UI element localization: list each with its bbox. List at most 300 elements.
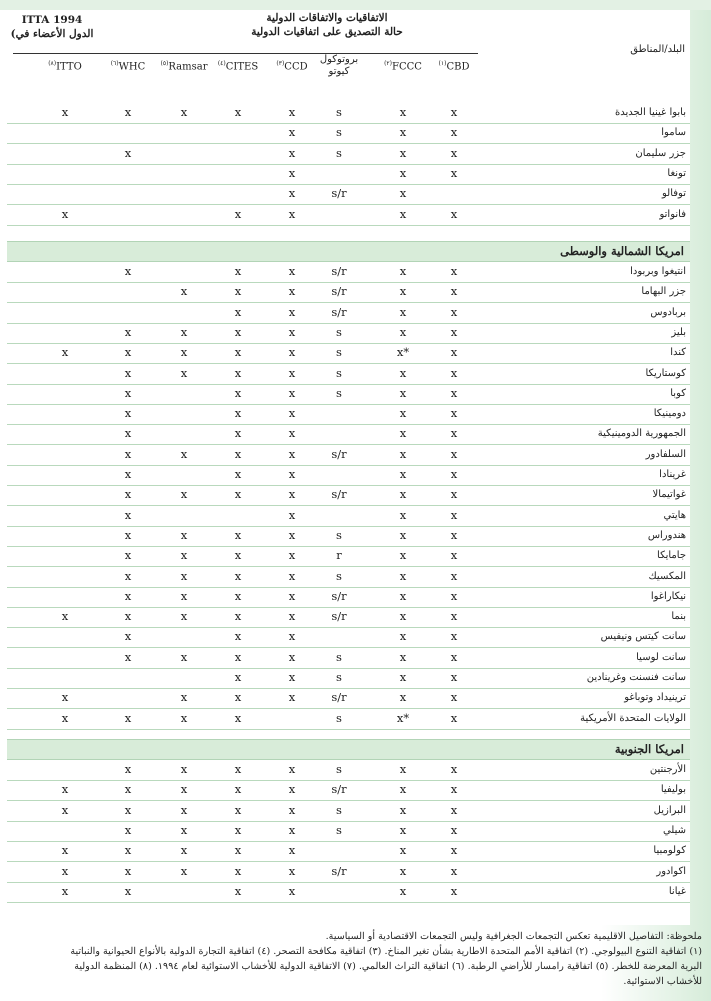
cell-kyoto: s xyxy=(336,345,342,360)
cell-whc: x xyxy=(124,487,132,502)
table-row xyxy=(7,668,690,689)
cell-cites: x xyxy=(234,365,242,380)
cell-fccc: x xyxy=(399,670,407,684)
cell-cites: x xyxy=(234,206,242,221)
table-row xyxy=(7,323,690,344)
section-header xyxy=(7,241,690,262)
cell-ccd: x xyxy=(288,822,296,837)
table-row xyxy=(7,526,690,547)
cell-ccd: x xyxy=(288,690,296,705)
table-row xyxy=(7,343,690,364)
cell-cites: x xyxy=(234,446,242,461)
country-name: اكوادور xyxy=(656,865,686,877)
cell-whc: x xyxy=(124,629,132,644)
cell-fccc: x xyxy=(399,507,407,522)
cell-kyoto: s xyxy=(336,365,342,380)
cell-kyoto: s/r xyxy=(331,264,347,278)
country-name: بابوا غينيا الجديدة xyxy=(614,107,686,118)
country-name: البرازيل xyxy=(653,804,686,816)
cell-cites: x xyxy=(234,863,242,878)
cell-ccd: x xyxy=(288,843,296,858)
cell-cbd: x xyxy=(450,406,458,421)
cell-cites: x xyxy=(234,548,242,563)
cell-cbd: x xyxy=(450,467,458,481)
cell-ccd: x xyxy=(288,568,296,583)
cell-ramsar: x xyxy=(180,345,188,360)
cell-itto: x xyxy=(61,782,69,797)
cell-ramsar: x xyxy=(180,762,188,776)
cell-cbd: x xyxy=(450,426,458,441)
table-row xyxy=(7,262,690,283)
cell-fccc: x xyxy=(399,264,407,278)
table-row xyxy=(7,780,690,801)
country-name: كولومبيا xyxy=(653,845,686,857)
column-header-label: CITES xyxy=(225,61,259,73)
column-header-number: (١) xyxy=(438,60,447,67)
column-header-label: FCCC xyxy=(392,61,422,73)
table-card xyxy=(7,10,690,925)
section-header xyxy=(7,739,690,760)
table-row xyxy=(7,506,690,527)
table-row xyxy=(7,485,690,506)
cell-fccc: x xyxy=(399,548,407,563)
cell-whc: x xyxy=(124,649,132,664)
column-header-label: بروتوكول كيوتو xyxy=(319,54,359,77)
table-row xyxy=(7,882,690,903)
cell-cites: x xyxy=(234,467,242,481)
cell-kyoto: s xyxy=(336,125,342,140)
cell-whc: x xyxy=(124,762,132,776)
cell-ramsar: x xyxy=(180,782,188,797)
table-row xyxy=(7,144,690,165)
cell-whc: x xyxy=(124,507,132,522)
cell-whc: x xyxy=(124,609,132,624)
cell-cbd: x xyxy=(450,125,458,140)
cell-ccd: x xyxy=(288,145,296,160)
cell-ccd: x xyxy=(288,324,296,339)
cell-cites: x xyxy=(234,568,242,583)
cell-ccd: x xyxy=(288,527,296,542)
country-name: المكسيك xyxy=(648,570,686,582)
cell-kyoto: s/r xyxy=(331,186,347,201)
cell-ramsar: x xyxy=(180,324,188,339)
country-name: كندا xyxy=(670,347,686,359)
table-row xyxy=(7,627,690,648)
cell-whc: x xyxy=(124,527,132,542)
cell-ramsar: x xyxy=(180,446,188,461)
country-name: انتيغوا وبربودا xyxy=(630,266,686,277)
cell-ccd: x xyxy=(288,345,296,360)
column-header-number: (٨) xyxy=(48,60,57,67)
column-header-ramsar xyxy=(152,58,216,73)
cell-fccc: x xyxy=(399,284,407,299)
cell-whc: x xyxy=(124,467,132,481)
table-row xyxy=(7,688,690,709)
cell-kyoto: s/r xyxy=(331,284,347,299)
country-name: جزر سليمان xyxy=(635,147,686,159)
cell-kyoto: s xyxy=(336,802,342,817)
country-name: دومينيكا xyxy=(653,408,686,420)
cell-fccc: x xyxy=(399,165,407,180)
cell-fccc: x xyxy=(399,843,407,858)
cell-itto: x xyxy=(61,105,69,119)
cell-cites: x xyxy=(234,264,242,278)
cell-fccc: x xyxy=(399,186,407,201)
cell-ccd: x xyxy=(288,186,296,201)
cell-fccc: x xyxy=(399,406,407,421)
cell-ramsar: x xyxy=(180,365,188,380)
cell-cites: x xyxy=(234,487,242,502)
cell-ramsar: x xyxy=(180,649,188,664)
cell-ccd: x xyxy=(288,385,296,400)
cell-ccd: x xyxy=(288,548,296,563)
cell-cbd: x xyxy=(450,324,458,339)
cell-whc: x xyxy=(124,324,132,339)
cell-ccd: x xyxy=(288,588,296,603)
cell-cites: x xyxy=(234,629,242,644)
cell-whc: x xyxy=(124,710,132,725)
cell-cbd: x xyxy=(450,649,458,664)
cell-fccc: x xyxy=(399,527,407,542)
column-header-label: CBD xyxy=(446,61,470,73)
table-row xyxy=(7,546,690,567)
cell-fccc: x xyxy=(399,385,407,400)
cell-whc: x xyxy=(124,426,132,441)
cell-ramsar: x xyxy=(180,284,188,299)
country-name: بنما xyxy=(671,611,686,623)
header-rule xyxy=(13,53,478,54)
cell-ramsar: x xyxy=(180,105,188,119)
cell-cbd: x xyxy=(450,802,458,817)
cell-ramsar: x xyxy=(180,548,188,563)
table-row xyxy=(7,607,690,628)
cell-kyoto: s/r xyxy=(331,863,347,878)
cell-ccd: x xyxy=(288,406,296,421)
cell-fccc: x xyxy=(399,365,407,380)
cell-whc: x xyxy=(124,446,132,461)
country-name: شيلي xyxy=(662,824,686,836)
note-line-1: ملحوظة: التفاصيل الاقليمية تعكس التجمعات الجغرافية وليس التجمعات الاقتصادية أو السياسية. xyxy=(325,931,702,942)
table-row xyxy=(7,567,690,588)
cell-cbd: x xyxy=(450,822,458,837)
cell-ccd: x xyxy=(288,782,296,797)
cell-cbd: x xyxy=(450,629,458,644)
country-name: بربادوس xyxy=(650,306,686,318)
cell-cbd: x xyxy=(450,365,458,380)
column-header-itto xyxy=(33,58,97,73)
section-title: امريكا الشمالية والوسطى xyxy=(560,244,684,258)
cell-cites: x xyxy=(234,649,242,664)
section-title: امريكا الجنوبية xyxy=(614,742,684,756)
cell-itto: x xyxy=(61,206,69,221)
cell-ramsar: x xyxy=(180,690,188,705)
cell-fccc: x xyxy=(399,762,407,776)
cell-kyoto: s xyxy=(336,385,342,400)
cell-itto: x xyxy=(61,690,69,705)
cell-fccc: x xyxy=(399,125,407,140)
column-header-number: (٣) xyxy=(276,60,285,67)
cell-whc: x xyxy=(124,345,132,360)
cell-itto: x xyxy=(61,863,69,878)
note-line-3: البرية المعرضة للخطر. (٥) اتفاقية رامسار للأراضي الرطبة. (٦) اتفاقية التراث العالمي. (٧) الاتفاقية الدولية للأخشاب الاستوائية لعام ١٩٩٤. (٨) المنظمة الدولية xyxy=(74,961,702,972)
table-row xyxy=(7,303,690,324)
cell-cbd: x xyxy=(450,843,458,858)
table-row xyxy=(7,801,690,822)
table-row xyxy=(7,862,690,883)
cell-cites: x xyxy=(234,588,242,603)
cell-cbd: x xyxy=(450,782,458,797)
column-header-number: (٢) xyxy=(384,60,392,67)
cell-ccd: x xyxy=(288,649,296,664)
cell-ccd: x xyxy=(288,105,296,119)
cell-cites: x xyxy=(234,609,242,624)
country-name: هندوراس xyxy=(647,529,686,541)
cell-cbd: x xyxy=(450,304,458,319)
cell-cites: x xyxy=(234,426,242,441)
cell-cbd: x xyxy=(450,588,458,603)
country-name: تونغا xyxy=(667,167,686,179)
cell-fccc: x xyxy=(399,782,407,797)
cell-cites: x xyxy=(234,284,242,299)
cell-cites: x xyxy=(234,385,242,400)
cell-kyoto: s/r xyxy=(331,690,347,705)
cell-ramsar: x xyxy=(180,843,188,858)
cell-cites: x xyxy=(234,762,242,776)
cell-whc: x xyxy=(124,264,132,278)
note-line-4: للأخشاب الاستوائية. xyxy=(623,976,702,987)
table-row xyxy=(7,821,690,842)
cell-fccc: x xyxy=(399,568,407,583)
cell-cbd: x xyxy=(450,165,458,180)
country-name: جزر البهاما xyxy=(641,286,686,298)
country-name: كوبا xyxy=(670,387,686,399)
table-row xyxy=(7,184,690,205)
country-name: جامايكا xyxy=(657,550,686,562)
column-header-fccc xyxy=(371,58,435,73)
country-name: بوليفيا xyxy=(660,784,686,796)
country-name: غرينادا xyxy=(659,469,686,480)
cell-whc: x xyxy=(124,822,132,837)
cell-fccc: x xyxy=(399,883,407,898)
cell-fccc: x xyxy=(399,446,407,461)
cell-fccc: x xyxy=(399,863,407,878)
cell-cbd: x xyxy=(450,670,458,684)
cell-ccd: x xyxy=(288,883,296,898)
cell-fccc: x xyxy=(399,426,407,441)
table-row xyxy=(7,282,690,303)
column-header-number: (٤) xyxy=(217,60,226,67)
cell-kyoto: s xyxy=(336,670,342,684)
cell-whc: x xyxy=(124,843,132,858)
cell-ccd: x xyxy=(288,629,296,644)
cell-cbd: x xyxy=(450,145,458,160)
top-band xyxy=(0,0,711,10)
cell-kyoto: r xyxy=(336,548,342,563)
cell-kyoto: s xyxy=(336,145,342,160)
table-row xyxy=(7,164,690,185)
country-name: الأرجنتين xyxy=(649,764,686,775)
cell-ccd: x xyxy=(288,284,296,299)
cell-fccc: x xyxy=(399,105,407,119)
cell-cbd: x xyxy=(450,568,458,583)
cell-cbd: x xyxy=(450,883,458,898)
footnotes xyxy=(12,929,702,989)
table-row xyxy=(7,424,690,445)
cell-whc: x xyxy=(124,568,132,583)
cell-cites: x xyxy=(234,822,242,837)
cell-whc: x xyxy=(124,802,132,817)
cell-cbd: x xyxy=(450,609,458,624)
cell-kyoto: s xyxy=(336,649,342,664)
country-name: فانواتو xyxy=(659,208,686,220)
table-row xyxy=(7,709,690,730)
cell-whc: x xyxy=(124,863,132,878)
cell-ccd: x xyxy=(288,609,296,624)
cell-cbd: x xyxy=(450,446,458,461)
cell-kyoto: s xyxy=(336,527,342,542)
cell-ccd: x xyxy=(288,762,296,776)
cell-kyoto: s xyxy=(336,822,342,837)
cell-cbd: x xyxy=(450,264,458,278)
cell-cbd: x xyxy=(450,487,458,502)
cell-fccc: x xyxy=(399,609,407,624)
cell-ccd: x xyxy=(288,206,296,221)
cell-fccc: x xyxy=(399,802,407,817)
cell-cites: x xyxy=(234,105,242,119)
cell-fccc: x xyxy=(399,145,407,160)
cell-kyoto: s/r xyxy=(331,588,347,603)
cell-ramsar: x xyxy=(180,588,188,603)
header-title: الاتفاقيات والاتفاقات الدولية xyxy=(266,12,388,24)
cell-cbd: x xyxy=(450,863,458,878)
column-header-number: (٦) xyxy=(110,60,119,67)
note-line-2: (١) اتفاقية التنوع البيولوجي. (٢) اتفاقية الأمم المتحدة الاطارية بشأن تغير المناخ. (٣) اتفاقية مكافحة التصحر. (٤) اتفاقية التجارة الدولية بالأنواع الحيوانية والنباتية xyxy=(70,946,702,957)
cell-cbd: x xyxy=(450,548,458,563)
country-name: بليز xyxy=(671,326,686,338)
cell-cbd: x xyxy=(450,385,458,400)
column-header-number: (٥) xyxy=(160,60,169,67)
itta-subtitle: (الدول الأعضاء في xyxy=(10,28,94,40)
cell-cbd: x xyxy=(450,284,458,299)
cell-fccc: x xyxy=(399,822,407,837)
cell-kyoto: s xyxy=(336,324,342,339)
cell-cbd: x xyxy=(450,206,458,221)
cell-whc: x xyxy=(124,365,132,380)
cell-cites: x xyxy=(234,304,242,319)
cell-itto: x xyxy=(61,609,69,624)
column-header-label: ITTO xyxy=(56,61,82,73)
cell-cbd: x xyxy=(450,527,458,542)
table-row xyxy=(7,841,690,862)
cell-ramsar: x xyxy=(180,863,188,878)
cell-fccc: x xyxy=(399,690,407,705)
cell-fccc: x xyxy=(399,304,407,319)
cell-ramsar: x xyxy=(180,710,188,725)
cell-cites: x xyxy=(234,710,242,725)
cell-cites: x xyxy=(234,670,242,684)
cell-cites: x xyxy=(234,843,242,858)
cell-kyoto: s/r xyxy=(331,487,347,502)
cell-fccc: x* xyxy=(396,345,410,360)
cell-cites: x xyxy=(234,527,242,542)
cell-itto: x xyxy=(61,843,69,858)
cell-kyoto: s xyxy=(336,568,342,583)
cell-itto: x xyxy=(61,802,69,817)
table-row xyxy=(7,404,690,425)
cell-ccd: x xyxy=(288,670,296,684)
table-row xyxy=(7,123,690,144)
cell-fccc: x xyxy=(399,649,407,664)
column-header-label: CCD xyxy=(284,61,308,73)
cell-kyoto: s/r xyxy=(331,304,347,319)
cell-ccd: x xyxy=(288,365,296,380)
cell-cites: x xyxy=(234,324,242,339)
cell-itto: x xyxy=(61,710,69,725)
cell-cbd: x xyxy=(450,345,458,360)
cell-whc: x xyxy=(124,782,132,797)
cell-fccc: x xyxy=(399,629,407,644)
cell-ramsar: x xyxy=(180,568,188,583)
country-name: السلفادور xyxy=(645,448,686,460)
cell-ccd: x xyxy=(288,165,296,180)
cell-ccd: x xyxy=(288,446,296,461)
cell-whc: x xyxy=(124,588,132,603)
table-row xyxy=(7,587,690,608)
country-name: سانت كيتس ونيفيس xyxy=(600,631,686,643)
cell-cbd: x xyxy=(450,690,458,705)
header-subtitle: حالة التصديق على اتفاقيات الدولية xyxy=(251,26,403,38)
cell-ramsar: x xyxy=(180,609,188,624)
cell-kyoto: s xyxy=(336,710,342,725)
table-row xyxy=(7,103,690,124)
cell-whc: x xyxy=(124,385,132,400)
cell-kyoto: s/r xyxy=(331,446,347,461)
cell-whc: x xyxy=(124,883,132,898)
cell-ccd: x xyxy=(288,802,296,817)
cell-fccc: x xyxy=(399,324,407,339)
cell-ramsar: x xyxy=(180,487,188,502)
cell-ccd: x xyxy=(288,507,296,522)
country-name: سانت فنسنت وغرينادين xyxy=(586,672,686,683)
cell-fccc: x xyxy=(399,588,407,603)
cell-cites: x xyxy=(234,782,242,797)
cell-whc: x xyxy=(124,548,132,563)
cell-kyoto: s/r xyxy=(331,609,347,624)
cell-itto: x xyxy=(61,345,69,360)
cell-whc: x xyxy=(124,145,132,160)
cell-ccd: x xyxy=(288,264,296,278)
country-name: كوستاريكا xyxy=(645,367,686,379)
cell-ramsar: x xyxy=(180,527,188,542)
cell-fccc: x* xyxy=(396,710,410,725)
column-header-whc xyxy=(96,58,160,73)
cell-fccc: x xyxy=(399,487,407,502)
table-row xyxy=(7,648,690,669)
country-name: سانت لوسيا xyxy=(636,651,686,663)
cell-ccd: x xyxy=(288,487,296,502)
table-row xyxy=(7,445,690,466)
table-row xyxy=(7,364,690,385)
cell-cites: x xyxy=(234,802,242,817)
cell-whc: x xyxy=(124,406,132,421)
table-row xyxy=(7,205,690,226)
country-name: نيكاراغوا xyxy=(650,590,686,602)
cell-cbd: x xyxy=(450,507,458,522)
cell-cites: x xyxy=(234,345,242,360)
cell-ccd: x xyxy=(288,426,296,441)
table-row xyxy=(7,465,690,486)
cell-ccd: x xyxy=(288,304,296,319)
